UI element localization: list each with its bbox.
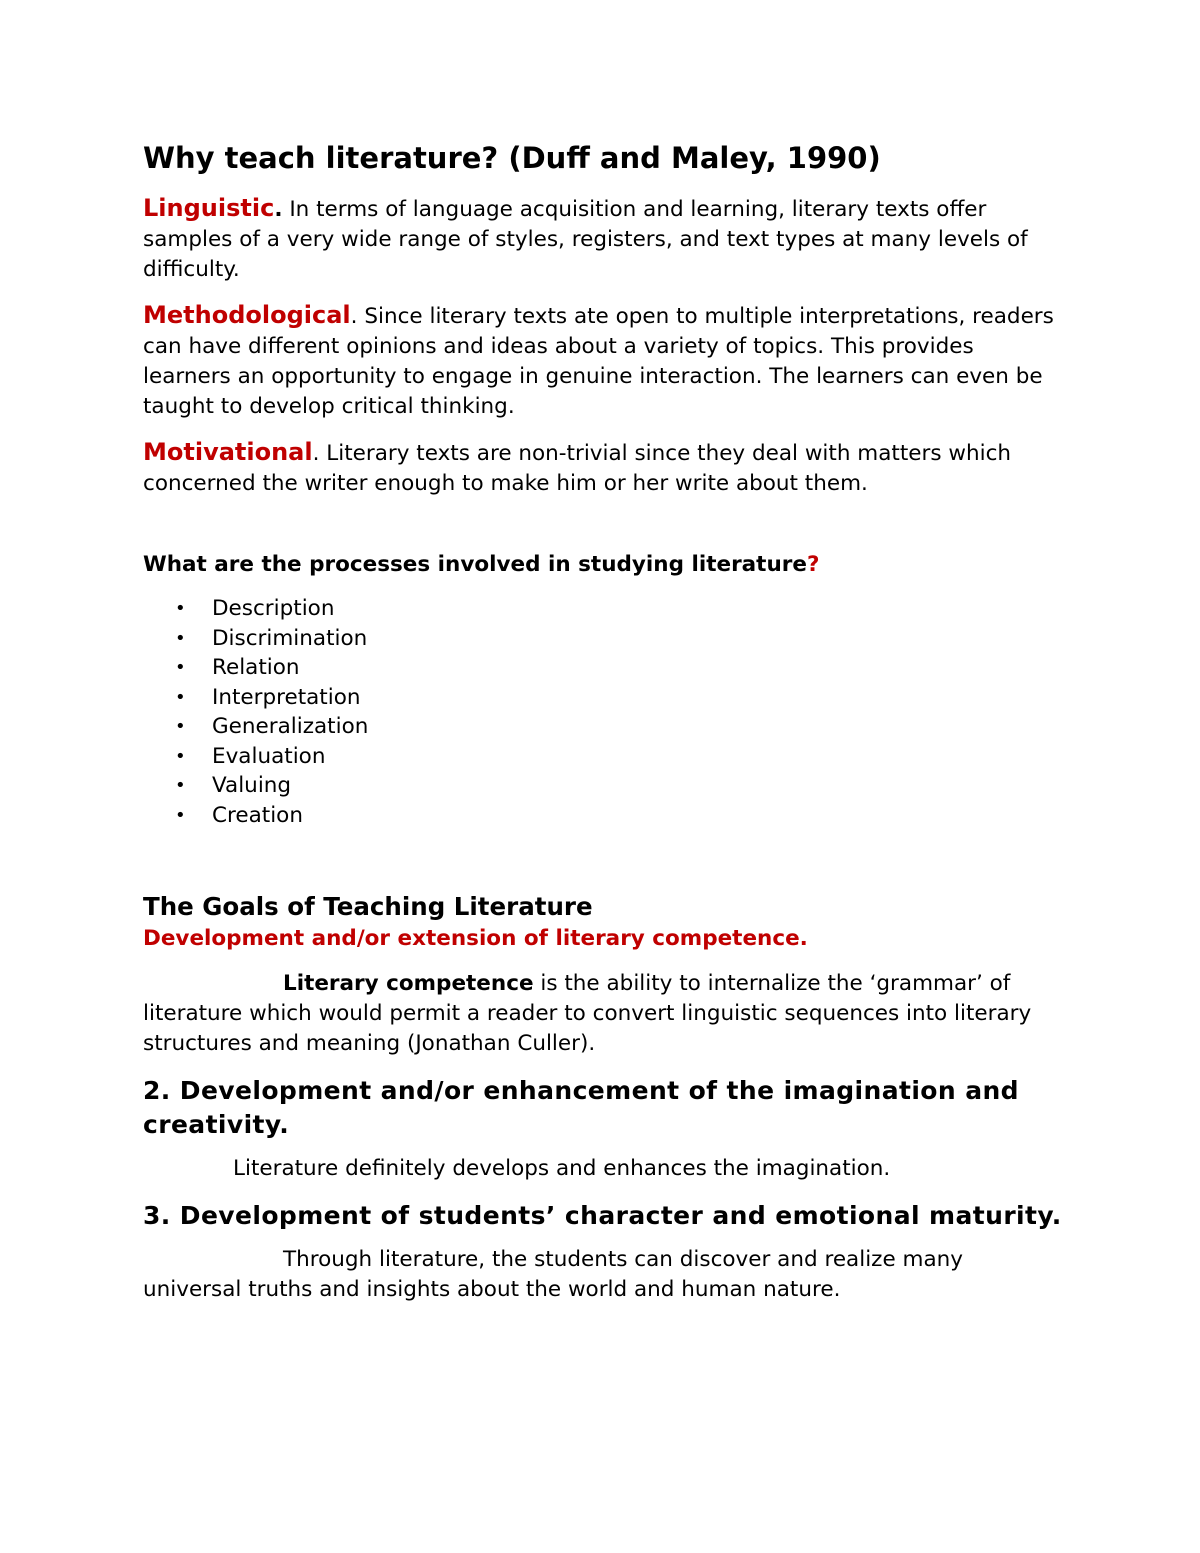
- reason-text: In terms of language acquisition and learning, literary texts offer samples of a very wide range of styles, registers, and text types at many levels of difficulty.: [143, 197, 1028, 282]
- reason-text: Literary texts are non-trivial since they deal with matters which concerned the writer enough to make him or her write about them.: [143, 441, 1012, 496]
- list-item-label: Evaluation: [212, 743, 326, 769]
- bullet-icon: •: [175, 598, 186, 619]
- bullet-icon: •: [175, 804, 186, 826]
- reason-keyword: Motivational: [143, 438, 313, 466]
- list-item: [175, 683, 1063, 713]
- processes-question: [143, 550, 1063, 580]
- list-item: [175, 712, 1063, 742]
- document-page: [143, 138, 1063, 1305]
- reason-keyword: Methodological: [143, 301, 351, 329]
- processes-list: [143, 594, 1063, 830]
- reason-dot: .: [274, 197, 283, 222]
- list-item-label: Generalization: [212, 714, 369, 739]
- reason-dot: .: [350, 304, 358, 329]
- reason-motivational: [143, 437, 1063, 499]
- goal3-text: Through literature, the students can discover and realize many universal truths and insights about the world and human nature.: [143, 1247, 963, 1302]
- goal1-term: Literary competence: [283, 971, 534, 996]
- list-item: [175, 801, 1063, 831]
- reason-keyword: Linguistic: [143, 194, 275, 222]
- goal1-heading: Development and/or extension of literary competence.: [143, 926, 808, 951]
- goal2-heading: 2. Development and/or enhancement of the imagination and creativity.: [143, 1076, 1019, 1139]
- list-item: [175, 624, 1063, 654]
- list-item: [175, 653, 1063, 683]
- goal2-text: Literature definitely develops and enhances the imagination.: [233, 1156, 891, 1181]
- goals-heading: The Goals of Teaching Literature: [143, 892, 593, 921]
- goal1-text: [143, 969, 1063, 1059]
- question-text: What are the processes involved in studying literature: [143, 552, 807, 577]
- reason-dot: .: [312, 441, 320, 466]
- list-item-label: Relation: [212, 655, 300, 680]
- bullet-icon: •: [175, 745, 186, 767]
- reason-linguistic: [143, 193, 1063, 285]
- list-item-label: Description: [212, 596, 335, 621]
- list-item-label: Valuing: [212, 773, 292, 798]
- list-item-label: Discrimination: [212, 625, 368, 651]
- list-item-label: Interpretation: [212, 684, 361, 710]
- bullet-icon: •: [175, 657, 186, 678]
- list-item-label: Creation: [212, 802, 303, 828]
- bullet-icon: •: [175, 686, 186, 708]
- list-item: [175, 742, 1063, 772]
- list-item: [175, 771, 1063, 801]
- list-item: [175, 594, 1063, 624]
- bullet-icon: •: [175, 627, 186, 649]
- question-mark: ?: [806, 552, 820, 577]
- reason-text: Since literary texts ate open to multiple interpretations, readers can have different opinions and ideas about a variety of topics. This provides learners an opportunity to engage in genuine interaction. The learners can even be taught to develop critical thinking.: [143, 304, 1054, 419]
- bullet-icon: •: [175, 716, 186, 737]
- reason-methodological: [143, 300, 1063, 422]
- goal1-definition: is the ability to internalize the ‘grammar’ of literature which would permit a reader to convert linguistic sequences into literary structures and meaning (Jonathan Culler).: [143, 971, 1032, 1056]
- page-title: Why teach literature? (Duff and Maley, 1990): [143, 141, 881, 175]
- goal3-heading: 3. Development of students’ character and emotional maturity.: [143, 1201, 1062, 1230]
- bullet-icon: •: [175, 775, 186, 796]
